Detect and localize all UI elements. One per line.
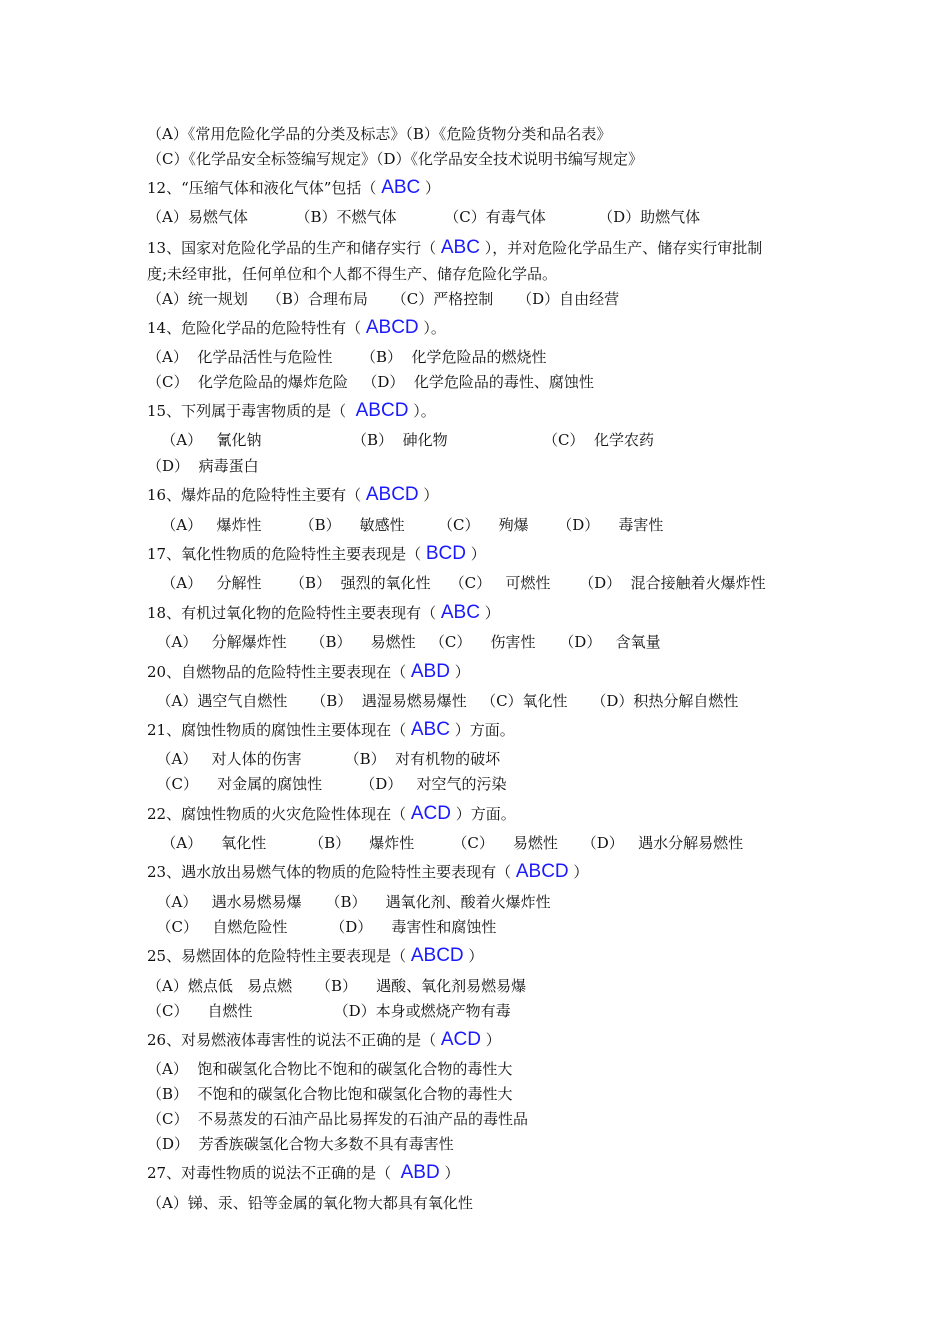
- question-line: [147, 1030, 501, 1050]
- answer-key: BCD: [425, 543, 466, 564]
- option-line: （A）统一规划 （B）合理布局 （C）严格控制 （D）自由经营: [147, 290, 620, 308]
- question-line: [147, 720, 515, 740]
- option-line: （D） 病毒蛋白: [147, 457, 259, 475]
- option-line: （C） 化学危险品的爆炸危险 （D） 化学危险品的毒性、腐蚀性: [147, 373, 594, 391]
- question-line: [147, 862, 588, 882]
- question-text-suffix: ）: [480, 1031, 501, 1049]
- question-line: [147, 238, 762, 258]
- answer-key: ABC: [381, 177, 421, 198]
- question-text: 16、爆炸品的危险特性主要有（: [147, 486, 366, 504]
- question-line: [147, 603, 500, 623]
- option-line: （A） 饱和碳氢化合物比不饱和的碳氢化合物的毒性大: [147, 1060, 513, 1078]
- question-text-suffix: ）。: [418, 319, 446, 337]
- option-line: （B） 不饱和的碳氢化合物比饱和碳氢化合物的毒性大: [147, 1085, 513, 1103]
- question-text: 22、腐蚀性物质的火灾危险性体现在（: [147, 805, 411, 823]
- option-line: （A）《常用危险化学品的分类及标志》（B）《危险货物分类和品名表》: [147, 125, 612, 143]
- answer-key: ACD: [410, 803, 451, 824]
- answer-key: ABC: [440, 602, 480, 623]
- option-line: （A） 分解性 （B） 强烈的氧化性 （C） 可燃性 （D） 混合接触着火爆炸性: [147, 574, 766, 592]
- question-text-suffix: ）方面。: [450, 805, 516, 823]
- question-line: [147, 1163, 459, 1183]
- question-text: 27、对毒性物质的说法不正确的是（: [147, 1164, 401, 1182]
- question-line: [147, 401, 436, 421]
- question-text: 18、有机过氧化物的危险特性主要表现有（: [147, 604, 441, 622]
- question-line: [147, 662, 470, 682]
- option-line: （A） 分解爆炸性 （B） 易燃性 （C） 伤害性 （D） 含氧量: [147, 633, 661, 651]
- option-line: （A）锑、汞、铅等金属的氧化物大都具有氧化性: [147, 1194, 473, 1212]
- question-text-suffix: ）: [479, 604, 500, 622]
- question-line: [147, 804, 516, 824]
- question-text-suffix: ）: [568, 863, 589, 881]
- question-line: [147, 178, 440, 198]
- option-line: （A） 氰化钠 （B） 砷化物 （C） 化学农药: [147, 431, 654, 449]
- option-line: （A） 遇水易燃易爆 （B） 遇氧化剂、酸着火爆炸性: [147, 893, 551, 911]
- question-text: 17、氧化性物质的危险特性主要表现是（: [147, 545, 426, 563]
- question-text: 21、腐蚀性物质的腐蚀性主要体现在（: [147, 721, 411, 739]
- question-text-suffix: ）: [439, 1164, 460, 1182]
- answer-key: ABC: [410, 719, 450, 740]
- question-text: 20、自燃物品的危险特性主要表现在（: [147, 663, 411, 681]
- answer-key: ABCD: [365, 317, 419, 338]
- question-text-suffix: ）: [449, 663, 470, 681]
- option-line: （C） 对金属的腐蚀性 （D） 对空气的污染: [147, 775, 507, 793]
- question-text-suffix: ）: [463, 947, 484, 965]
- question-text-suffix: ）。: [408, 402, 436, 420]
- option-line: （A） 爆炸性 （B） 敏感性 （C） 殉爆 （D） 毒害性: [147, 516, 664, 534]
- option-line: （C） 自燃性 （D）本身或燃烧产物有毒: [147, 1002, 511, 1020]
- question-line: [147, 544, 486, 564]
- question-text-suffix: ）方面。: [449, 721, 515, 739]
- option-line: （A）易燃气体 （B）不燃气体 （C）有毒气体 （D）助燃气体: [147, 208, 701, 226]
- question-line: [147, 946, 483, 966]
- question-text-suffix: ）: [465, 545, 486, 563]
- question-text-suffix: ）: [418, 486, 439, 504]
- question-text: 14、危险化学品的危险特性有（: [147, 319, 366, 337]
- question-text: 26、对易燃液体毒害性的说法不正确的是（: [147, 1031, 441, 1049]
- question-line: [147, 318, 446, 338]
- answer-key: ABCD: [355, 400, 409, 421]
- option-line: （A） 化学品活性与危险性 （B） 化学危险品的燃烧性: [147, 348, 547, 366]
- answer-key: ACD: [440, 1029, 481, 1050]
- option-line: （C） 自燃危险性 （D） 毒害性和腐蚀性: [147, 918, 497, 936]
- question-text: 23、遇水放出易燃气体的物质的危险特性主要表现有（: [147, 863, 516, 881]
- question-text: 15、下列属于毒害物质的是（: [147, 402, 356, 420]
- answer-key: ABD: [400, 1162, 440, 1183]
- option-line: （A） 对人体的伤害 （B） 对有机物的破坏: [147, 750, 501, 768]
- question-text-suffix: ），并对危险化学品生产、储存实行审批制: [479, 239, 763, 257]
- answer-key: ABC: [440, 237, 480, 258]
- option-line: （C）《化学品安全标签编写规定》（D）《化学品安全技术说明书编写规定》: [147, 150, 644, 168]
- option-line: （C） 不易蒸发的石油产品比易挥发的石油产品的毒性品: [147, 1110, 529, 1128]
- answer-key: ABCD: [365, 484, 419, 505]
- answer-key: ABCD: [515, 861, 569, 882]
- option-line: （A）燃点低 易点燃 （B） 遇酸、氧化剂易燃易爆: [147, 977, 527, 995]
- option-line: （A）遇空气自燃性 （B） 遇湿易燃易爆性 （C）氧化性 （D）积热分解自燃性: [147, 692, 739, 710]
- answer-key: ABD: [410, 661, 450, 682]
- question-text: 12、“压缩气体和液化气体”包括（: [147, 179, 382, 197]
- option-line: （D） 芳香族碳氢化合物大多数不具有毒害性: [147, 1135, 454, 1153]
- question-text: 25、易燃固体的危险特性主要表现是（: [147, 947, 411, 965]
- question-text: 13、国家对危险化学品的生产和储存实行（: [147, 239, 441, 257]
- question-text-suffix: ）: [420, 179, 441, 197]
- question-line: [147, 485, 438, 505]
- option-line: 度;未经审批，任何单位和个人都不得生产、储存危险化学品。: [147, 265, 558, 283]
- option-line: （A） 氧化性 （B） 爆炸性 （C） 易燃性 （D） 遇水分解易燃性: [147, 834, 744, 852]
- answer-key: ABCD: [410, 945, 464, 966]
